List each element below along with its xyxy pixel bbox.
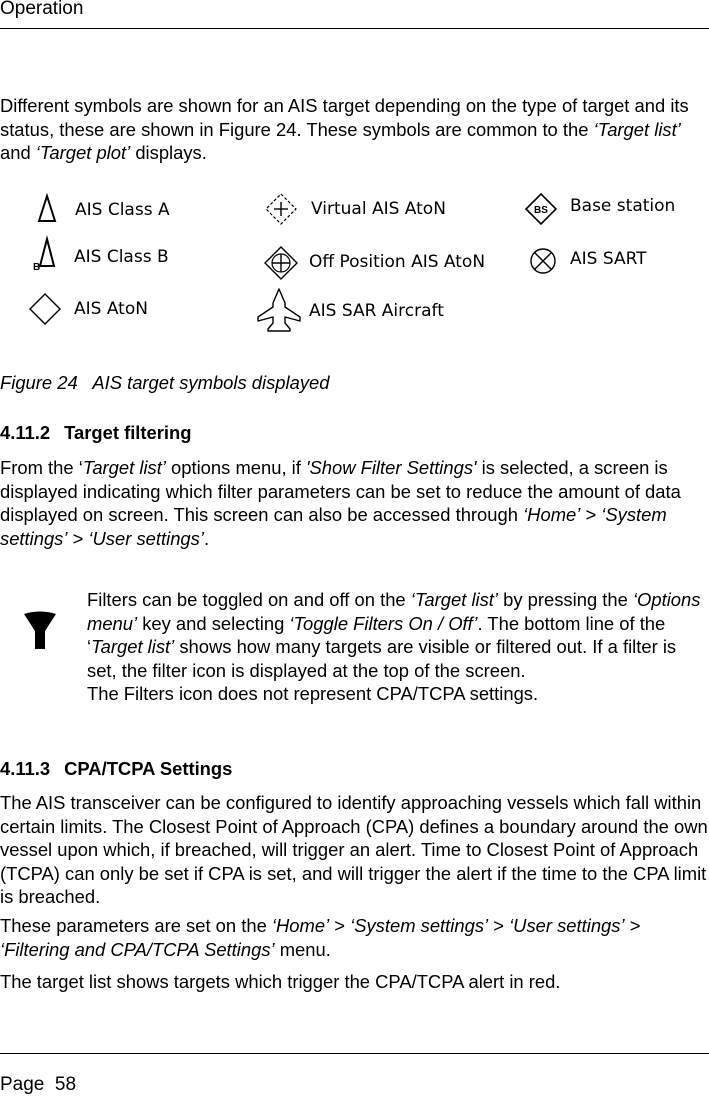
section-title: Target filtering	[64, 422, 192, 443]
label-ais-sar-aircraft: AIS SAR Aircraft	[309, 301, 444, 321]
section-heading-4-11-2	[0, 422, 192, 444]
label-base-station: Base station	[570, 196, 676, 216]
section-title: CPA/TCPA Settings	[64, 758, 233, 779]
ais-class-b-icon	[32, 235, 58, 271]
section-heading-4-11-3	[0, 758, 232, 780]
cpa-paragraph-3: The target list shows targets which trigger the CPA/TCPA alert in red.	[0, 971, 561, 992]
intro-paragraph: Different symbols are shown for an AIS target depending on the type of target and its status, these are shown in Figure 24. These symbols are common to the ‘Target list’ and ‘Target plot’ displays.	[0, 95, 689, 163]
ais-class-a-icon	[36, 193, 58, 223]
filter-icon	[22, 611, 58, 651]
filter-note-line2: The Filters icon does not represent CPA/TCPA settings.	[87, 683, 539, 704]
off-position-ais-aton-icon	[263, 245, 299, 281]
label-ais-aton: AIS AtoN	[74, 299, 148, 319]
label-ais-sart: AIS SART	[570, 249, 647, 269]
section-number: 4.11.2	[0, 422, 51, 443]
ais-symbol-figure	[0, 185, 709, 335]
class-b-letter: B	[33, 262, 41, 273]
cpa-paragraph-2: These parameters are set on the ‘Home’ > ‘System settings’ > ‘User settings’ > ‘Filtering and CPA/TCPA Settings’ menu.	[0, 915, 641, 960]
ais-aton-icon	[28, 292, 62, 326]
label-off-position-ais-aton: Off Position AIS AtoN	[309, 252, 486, 272]
label-ais-class-b: AIS Class B	[74, 247, 169, 267]
target-filtering-paragraph: From the ‘Target list’ options menu, if 'Show Filter Settings' is selected, a screen is displayed indicating which filter parameters can be set to reduce the amount of data displayed on screen. This screen can also be accessed through ‘Home’ > ‘System settings’ > ‘User settings’.	[0, 457, 681, 549]
base-station-icon	[524, 192, 558, 226]
page-number: Page 58	[0, 1074, 77, 1095]
filter-note: Filters can be toggled on and off on the ‘Target list’ by pressing the ‘Options menu’ key and selecting ‘Toggle Filters On / Off’. The bottom line of the ‘Target list’ shows how many targets are visible or filtered out. If a filter is set, the filter icon is displayed at the top of the screen. The Filters icon does not represent CPA/TCPA settings.	[87, 589, 701, 704]
ais-sar-aircraft-icon	[256, 287, 302, 333]
figure-caption: Figure 24 AIS target symbols displayed	[0, 372, 330, 393]
section-number: 4.11.3	[0, 758, 51, 779]
running-header: Operation	[0, 0, 84, 19]
virtual-ais-aton-icon	[264, 192, 298, 226]
cpa-paragraph-1: The AIS transceiver can be configured to identify approaching vessels which fall within certain limits. The Closest Point of Approach (CPA) defines a boundary around the own vessel upon which, if breached, will trigger an alert. Time to Closest Point of Approach (TCPA) can only be set if CPA is set, and will trigger the alert if the time to the CPA limit is breached.	[0, 792, 708, 907]
bs-letters: BS	[534, 205, 548, 216]
header-rule	[0, 28, 709, 29]
footer-rule	[0, 1053, 709, 1054]
label-virtual-ais-aton: Virtual AIS AtoN	[311, 199, 446, 219]
ais-sart-icon	[528, 246, 558, 276]
label-ais-class-a: AIS Class A	[75, 200, 170, 220]
